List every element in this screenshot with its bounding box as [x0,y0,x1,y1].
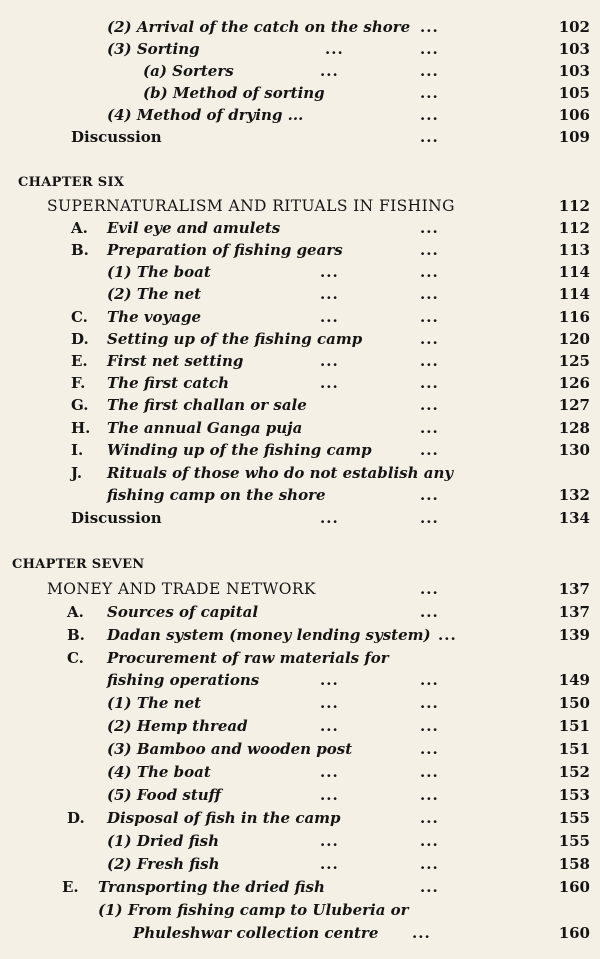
leader-dots: ... [320,671,339,689]
page-number: 126 [558,374,590,392]
page-number: 134 [558,509,590,527]
entry-label: (1) From fishing camp to Uluberia or [98,901,409,919]
leader-dots: ... [420,509,439,527]
page-number: 125 [558,352,590,370]
entry-letter: E. [71,352,88,370]
entry-label: (2) Fresh fish [107,855,220,873]
entry-label: The first catch [107,374,230,392]
chapter-heading [0,554,600,576]
leader-dots: ... [420,62,439,80]
entry-letter: F. [71,374,86,392]
leader-dots: ... [420,84,439,102]
entry-letter: B. [67,626,85,644]
leader-dots: ... [420,441,439,459]
page-number: 103 [558,40,590,58]
entry-label: Discussion [71,509,162,527]
entry-label: The first challan or sale [107,396,307,414]
entry-label: (1) The boat [107,263,211,281]
toc-entry [0,82,600,104]
entry-label: (4) Method of drying ... [107,106,304,124]
toc-entry [0,372,600,394]
page-number: 112 [558,197,590,215]
entry-letter: E. [62,878,79,896]
entry-label: (3) Bamboo and wooden post [107,740,353,758]
entry-label: Discussion [71,128,162,146]
leader-dots: ... [420,308,439,326]
entry-label: (a) Sorters [143,62,234,80]
leader-dots: ... [420,740,439,758]
entry-label: Disposal of fish in the camp [107,809,341,827]
entry-letter: G. [71,396,89,414]
entry-letter: B. [71,241,89,259]
leader-dots: ... [420,486,439,504]
toc-entry [0,624,600,646]
leader-dots: ... [320,509,339,527]
leader-dots: ... [420,419,439,437]
leader-dots: ... [420,374,439,392]
entry-label: First net setting [107,352,244,370]
entry-letter: I. [71,441,84,459]
leader-dots: ... [320,694,339,712]
toc-entry [0,126,600,148]
entry-label: Preparation of fishing gears [107,241,343,259]
page-number: 137 [558,580,590,598]
chapter-label: CHAPTER SEVEN [12,557,145,572]
toc-entry [0,417,600,439]
page-number: 132 [558,486,590,504]
toc-entry [0,439,600,461]
chapter-heading [0,172,600,194]
page-number: 160 [558,924,590,942]
page-number: 151 [558,717,590,735]
page-number: 114 [558,263,590,281]
leader-dots: ... [420,717,439,735]
entry-label: fishing camp on the shore [107,486,326,504]
leader-dots: ... [420,832,439,850]
toc-entry [0,462,600,484]
entry-label: Setting up of the fishing camp [107,330,363,348]
page-number: 137 [558,603,590,621]
toc-entry [0,239,600,261]
leader-dots: ... [420,128,439,146]
toc-entry [0,328,600,350]
entry-label: Rituals of those who do not establish any [107,464,454,482]
entry-label: (5) Food stuff [107,786,222,804]
page-number: 103 [558,62,590,80]
entry-label: (2) Arrival of the catch on the shore [107,18,411,36]
entry-label: The annual Ganga puja [107,419,303,437]
entry-label: Winding up of the fishing camp [107,441,372,459]
entry-letter: C. [67,649,84,667]
entry-letter: A. [71,219,88,237]
page-number: 160 [558,878,590,896]
entry-label: (1) The net [107,694,202,712]
page-number: 153 [558,786,590,804]
page-number: 130 [558,441,590,459]
toc-entry [0,669,600,691]
toc-entry [0,830,600,852]
page-number: 106 [558,106,590,124]
toc-entry [0,217,600,239]
entry-label: The voyage [107,308,202,326]
toc-entry [0,807,600,829]
toc-entry [0,738,600,760]
leader-dots: ... [325,40,344,58]
page-number: 149 [558,671,590,689]
toc-entry [0,692,600,714]
leader-dots: ... [420,694,439,712]
leader-dots: ... [420,40,439,58]
leader-dots: ... [420,18,439,36]
chapter-title [0,578,600,600]
leader-dots: ... [420,855,439,873]
leader-dots: ... [320,832,339,850]
page-number: 152 [558,763,590,781]
leader-dots: ... [320,62,339,80]
toc-entry [0,876,600,898]
leader-dots: ... [320,374,339,392]
toc-entry [0,647,600,669]
toc-entry [0,715,600,737]
entry-label: (3) Sorting [107,40,200,58]
page-number: 150 [558,694,590,712]
entry-label: Phuleshwar collection centre [133,924,379,942]
toc-entry [0,38,600,60]
leader-dots: ... [320,263,339,281]
toc-entry [0,350,600,372]
entry-label: Transporting the dried fish [98,878,325,896]
page-number: 102 [558,18,590,36]
chapter-title [0,195,600,217]
leader-dots: ... [420,330,439,348]
leader-dots: ... [420,352,439,370]
toc-entry [0,104,600,126]
entry-label: (2) The net [107,285,202,303]
toc-entry [0,601,600,623]
toc-entry [0,394,600,416]
entry-letter: D. [67,809,85,827]
leader-dots: ... [320,308,339,326]
toc-entry [0,507,600,529]
toc-entry [0,60,600,82]
toc-entry [0,16,600,38]
page-number: 139 [558,626,590,644]
leader-dots: ... [420,671,439,689]
leader-dots: ... [420,263,439,281]
toc-entry [0,899,600,921]
toc-entry [0,306,600,328]
entry-letter: A. [67,603,84,621]
page-number: 128 [558,419,590,437]
leader-dots: ... [420,106,439,124]
entry-letter: D. [71,330,89,348]
entry-label: (4) The boat [107,763,211,781]
page-number: 155 [558,832,590,850]
leader-dots: ... [420,878,439,896]
entry-letter: C. [71,308,88,326]
page-number: 112 [558,219,590,237]
leader-dots: ... [420,786,439,804]
entry-label: (2) Hemp thread [107,717,248,735]
toc-entry [0,784,600,806]
leader-dots: ... [420,396,439,414]
toc-entry [0,761,600,783]
toc-entry [0,922,600,944]
entry-letter: H. [71,419,91,437]
leader-dots: ... [320,717,339,735]
toc-entry [0,484,600,506]
leader-dots: ... [320,786,339,804]
toc-entry [0,261,600,283]
leader-dots: ... [420,241,439,259]
leader-dots: ... [320,855,339,873]
leader-dots: ... [320,285,339,303]
page-number: 120 [558,330,590,348]
leader-dots: ... [420,809,439,827]
entry-label: (b) Method of sorting [143,84,325,102]
page-number: 127 [558,396,590,414]
toc-entry [0,853,600,875]
page-number: 151 [558,740,590,758]
entry-label: (1) Dried fish [107,832,219,850]
page-number: 116 [558,308,590,326]
page-number: 113 [558,241,590,259]
leader-dots: ... [420,580,439,598]
page-number: 105 [558,84,590,102]
entry-label: fishing operations [107,671,260,689]
page-number: 158 [558,855,590,873]
leader-dots: ... [438,626,457,644]
toc-entry [0,283,600,305]
page-number: 109 [558,128,590,146]
chapter-title-text: SUPERNATURALISM AND RITUALS IN FISHING [47,197,455,215]
leader-dots: ... [420,763,439,781]
chapter-title-text: MONEY AND TRADE NETWORK [47,580,316,598]
page-number: 155 [558,809,590,827]
page-number: 114 [558,285,590,303]
entry-letter: J. [71,464,83,482]
leader-dots: ... [320,763,339,781]
entry-label: Sources of capital [107,603,259,621]
entry-label: Procurement of raw materials for [107,649,389,667]
leader-dots: ... [412,924,431,942]
entry-label: Dadan system (money lending system) [107,626,431,644]
leader-dots: ... [320,352,339,370]
entry-label: Evil eye and amulets [107,219,281,237]
chapter-label: CHAPTER SIX [18,175,125,190]
leader-dots: ... [420,603,439,621]
leader-dots: ... [420,219,439,237]
leader-dots: ... [420,285,439,303]
